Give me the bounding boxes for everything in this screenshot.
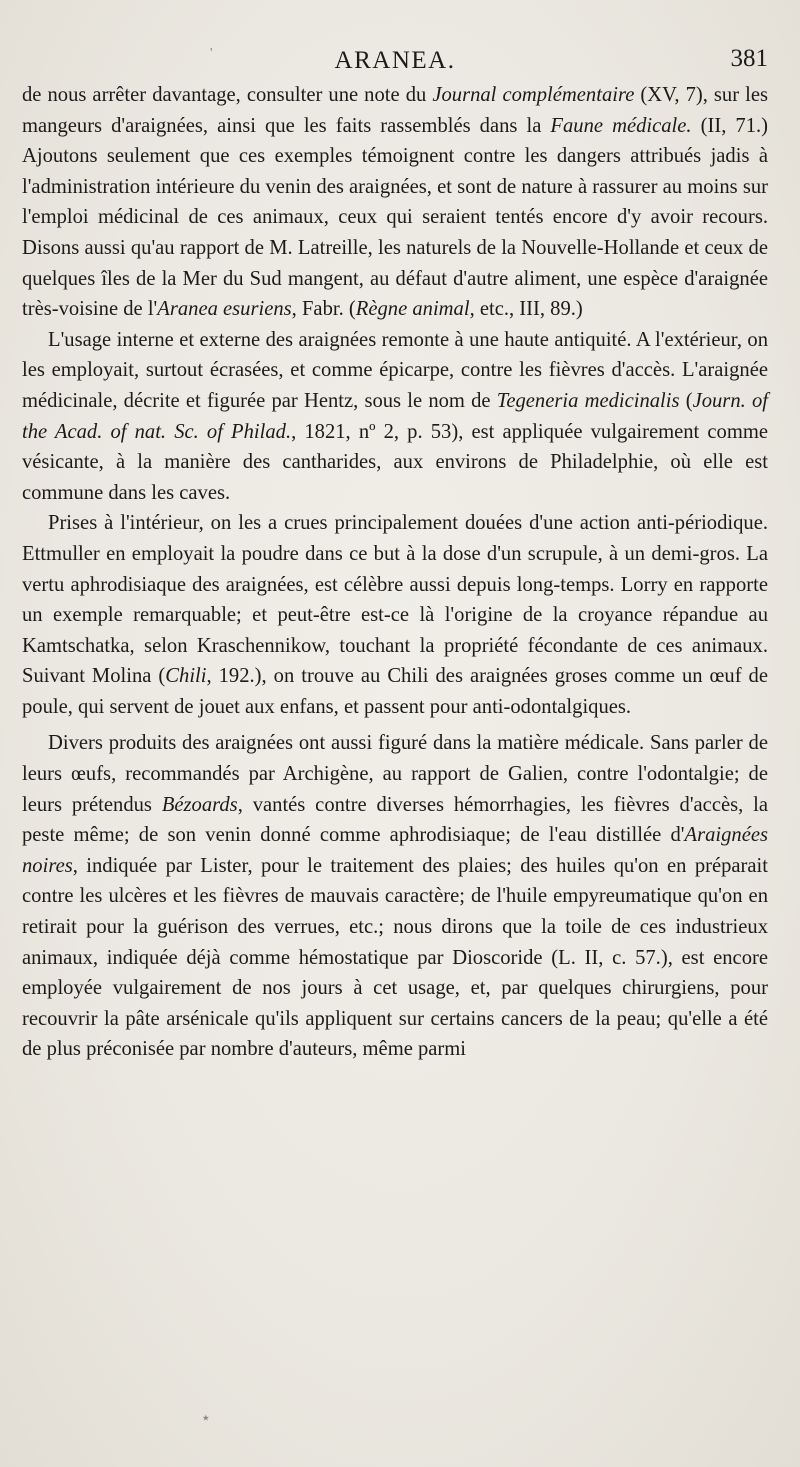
italic-text: Tegeneria medicinalis: [496, 389, 680, 412]
tick-mark: ٭: [202, 1411, 210, 1426]
page-header: [22, 44, 768, 78]
text-run: , indiquée par Lister, pour le traitement des plaies; des huiles qu'on en préparait contre les ulcères et les fièvres de mauvais caractère; de l'huile empyreumatique qu'on en retirait pour la guérison des verrues, etc.; nous dirons que la toile de ces industrieux animaux, indiquée déjà comme hémostatique par Dioscoride (L. II, c. 57.), est encore employée vulgairement de nos jours à cet usage, et, par quelques chirurgiens, pour recouvrir la pâte arsénicale qu'ils appliquent sur certains cancers de la peau; qu'elle a été de plus préconisée par nombre d'auteurs, même parmi: [22, 854, 768, 1061]
text-run: Prises à l'intérieur, on les a crues principalement douées d'une action anti-périodique. Ettmuller en employait la poudre dans ce but à la dose d'un scrupule, à un demi-gros. La vertu aphrodisiaque des araignées, est célèbre aussi depuis long-temps. Lorry en rapporte un exemple remarquable; et peut-être est-ce là l'origine de la croyance répandue au Kamtschatka, selon Kraschennikow, touchant la propriété fécondante de ces animaux. Suivant Molina (: [22, 512, 768, 688]
paragraph: [22, 728, 768, 1065]
italic-text: Chili: [165, 665, 207, 688]
text-run: , 1821, nº 2, p. 53), est appliquée vulgairement comme vésicante, à la manière des cantharides, aux environs de Philadelphie, où elle est commune dans les caves.: [22, 420, 769, 504]
page-number: 381: [730, 45, 768, 72]
tick-mark: ': [210, 46, 213, 61]
text-run: , 192.), on trouve au Chili des araignées groses comme un œuf de poule, qui servent de jouet aux enfans, et passent pour anti-odontalgiques.: [22, 665, 768, 718]
text-run: (II, 71.) Ajoutons seulement que ces exemples témoignent contre les dangers attribués jadis à l'administration intérieure du venin des araignées, et sont de nature à rassurer au moins sur l'emploi médicinal de ces animaux, ceux qui seraient tentés encore d'y avoir recours. Disons aussi qu'au rapport de M. Latreille, les naturels de la Nouvelle-Hollande et ceux de quelques îles de la Mer du Sud mangent, au défaut d'autre aliment, une espèce d'araignée très-voisine de l': [22, 114, 768, 321]
text-run: (XV, 7), sur les mangeurs d'araignées, ainsi que les faits rassemblés dans la: [22, 84, 769, 137]
italic-text: Bézoards: [161, 793, 238, 816]
running-head: ARANEA.: [334, 47, 456, 74]
italic-text: Journal complémentaire: [432, 84, 635, 106]
italic-text: Règne animal: [355, 298, 470, 321]
text-run: L'usage interne et externe des araignées remonte à une haute antiquité. A l'extérieur, on les employait, surtout écrasées, et comme épicarpe, contre les fièvres d'accès. L'araignée médicinale, décrite et figurée par Hentz, sous le nom de: [22, 328, 768, 412]
italic-text: Journ. of the Acad. of nat. Sc. of Philad.: [22, 389, 768, 443]
paragraph: [22, 508, 768, 722]
text-run: , vantés contre diverses hémorrhagies, les fièvres d'accès, la peste même; de son venin donné comme aphrodisiaque; de l'eau distillée d': [22, 793, 768, 847]
italic-text: Araignées noires: [22, 824, 768, 877]
text-run: (: [679, 389, 693, 412]
text-run: , etc., III, 89.): [469, 298, 583, 321]
body-text: [22, 80, 768, 1065]
paragraph: [22, 80, 768, 325]
italic-text: Aranea esuriens: [157, 298, 292, 321]
paragraph: [22, 325, 768, 509]
text-run: Divers produits des araignées ont aussi figuré dans la matière médicale. Sans parler de leurs œufs, recommandés par Archigène, au rapport de Galien, contre l'odontalgie; de leurs prétendus: [22, 732, 768, 816]
italic-text: Faune médicale.: [550, 114, 692, 137]
text-run: , Fabr. (: [291, 298, 356, 321]
text-run: de nous arrêter davantage, consulter une note du: [22, 84, 433, 106]
